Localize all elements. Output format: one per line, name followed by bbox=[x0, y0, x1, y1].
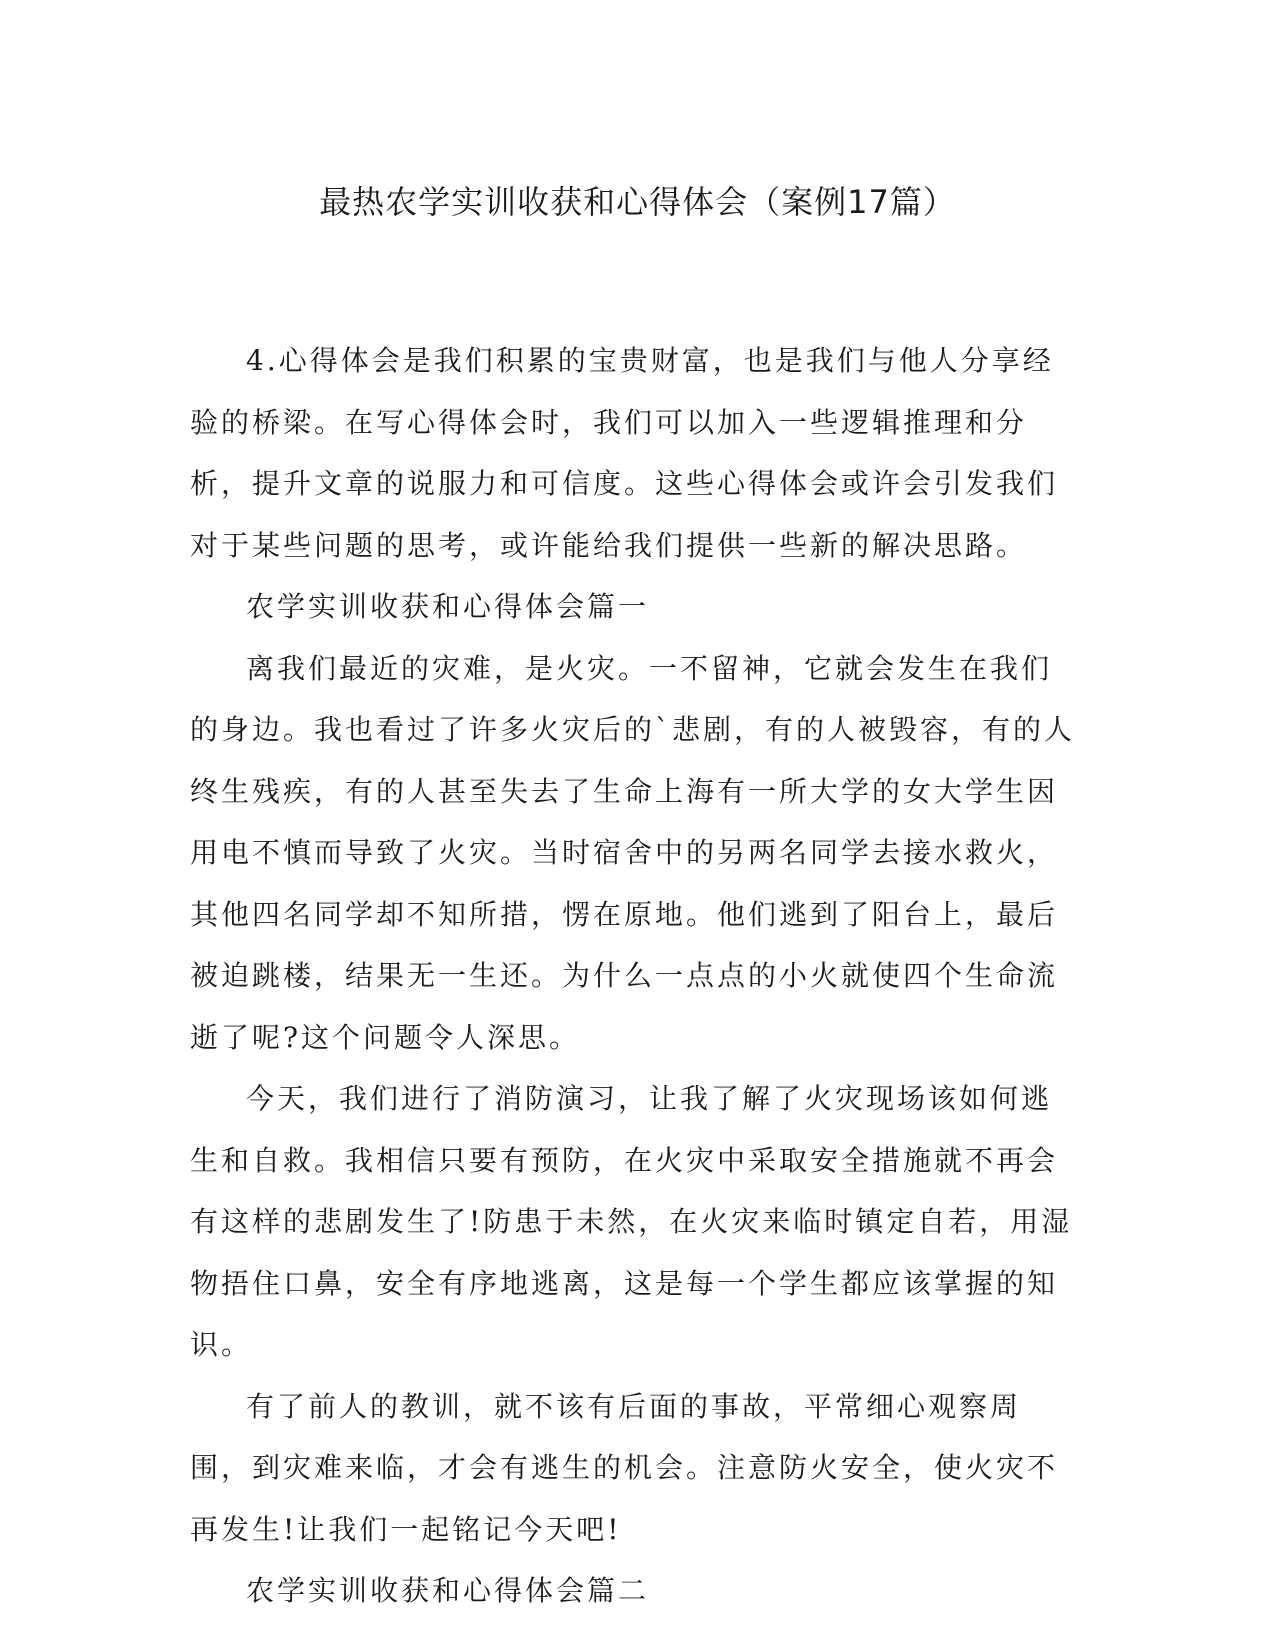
body-paragraph: 今天，我们进行了消防演习，让我了解了火灾现场该如何逃生和自救。我相信只要有预防，在火灾中采取安全措施就不再会有这样的悲剧发生了!防患于未然，在火灾来临时镇定自若，用湿物捂住口鼻，安全有序地逃离，这是每一个学生都应该掌握的知识。 bbox=[190, 1082, 1073, 1361]
document-body bbox=[190, 330, 1080, 1622]
body-paragraph: 离我们最近的灾难，是火灾。一不留神，它就会发生在我们的身边。我也看过了许多火灾后的`悲剧，有的人被毁容，有的人终生残疾，有的人甚至失去了生命上海有一所大学的女大学生因用电不慎而导致了火灾。当时宿舍中的另两名同学去接水救火，其他四名同学却不知所措，愣在原地。他们逃到了阳台上，最后被迫跳楼，结果无一生还。为什么一点点的小火就使四个生命流逝了呢?这个问题令人深思。 bbox=[190, 651, 1076, 1054]
body-paragraph: 有了前人的教训，就不该有后面的事故，平常细心观察周围，到灾难来临，才会有逃生的机会。注意防火安全，使火灾不再发生!让我们一起铭记今天吧! bbox=[190, 1389, 1059, 1546]
section-heading-1: 农学实训收获和心得体会篇一 bbox=[246, 590, 650, 623]
document-title: 最热农学实训收获和心得体会（案例17篇） bbox=[319, 183, 956, 221]
intro-paragraph: 4.心得体会是我们积累的宝贵财富，也是我们与他人分享经验的桥梁。在写心得体会时，我们可以加入一些逻辑推理和分析，提升文章的说服力和可信度。这些心得体会或许会引发我们对于某些问题的思考，或许能给我们提供一些新的解决思路。 bbox=[190, 344, 1059, 562]
section-heading-2: 农学实训收获和心得体会篇二 bbox=[246, 1574, 650, 1607]
